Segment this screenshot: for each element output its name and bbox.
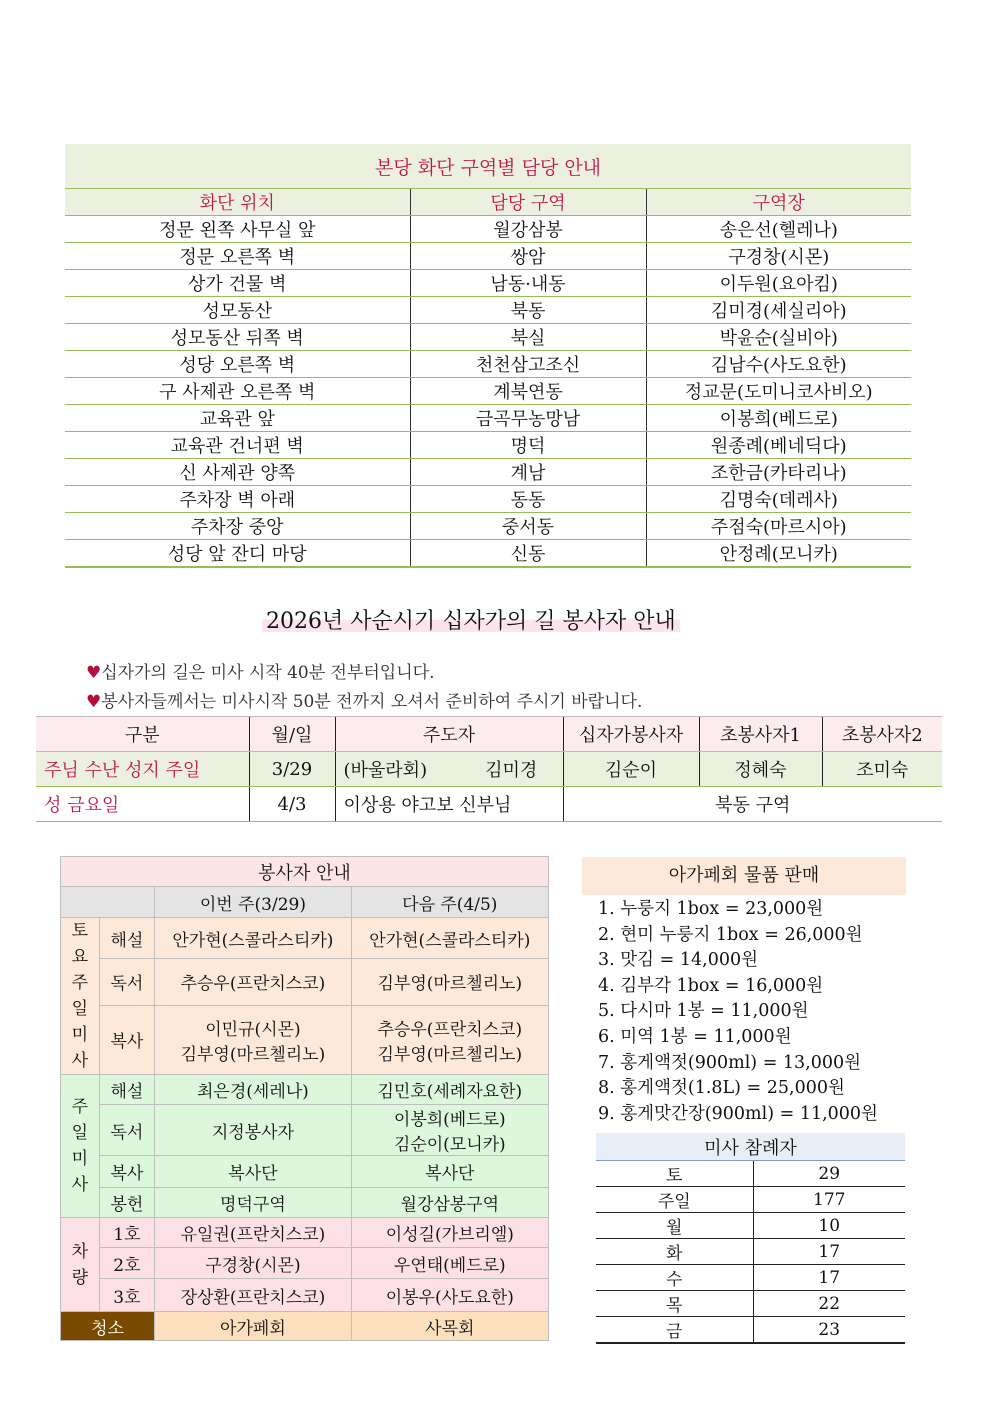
flower-location: 성당 오른쪽 벽 [65,351,410,378]
heart-icon: ♥ [86,663,102,683]
flower-location: 성당 앞 잔디 마당 [65,540,410,568]
stations-header-date: 월/일 [249,717,335,752]
flower-leader: 김미경(세실리아) [646,297,911,324]
flower-zone: 월강삼봉 [410,216,646,243]
mass-attendance-table [596,1133,905,1344]
flower-zone: 남동·내동 [410,270,646,297]
table-row [65,513,911,540]
next-week-value: 이성길(가브리엘) [351,1218,548,1248]
next-week-value: 사목회 [351,1312,548,1341]
table-row [65,297,911,324]
next-week-header: 다음 주(4/5) [351,887,548,918]
palm-sunday-candle2: 조미숙 [822,752,942,787]
role-label: 2호 [99,1248,155,1279]
flower-location: 주차장 중앙 [65,513,410,540]
list-item: 9. 홍게맛간장(900ml) = 11,000원 [598,1103,878,1124]
role-label: 해설 [99,1075,155,1105]
flower-location: 정문 왼쪽 사무실 앞 [65,216,410,243]
list-item: 6. 미역 1봉 = 11,000원 [598,1026,792,1047]
attendance-count: 22 [753,1291,905,1317]
flower-location: 신 사제관 양쪽 [65,459,410,486]
stations-header-candle2: 초봉사자2 [822,717,942,752]
flower-location: 정문 오른쪽 벽 [65,243,410,270]
table-row [596,1291,905,1317]
palm-sunday-leader [335,752,563,787]
flower-leader: 구경창(시몬) [646,243,911,270]
flower-table-title: 본당 화단 구역별 담당 안내 [65,144,911,189]
role-label: 독서 [99,959,155,1006]
flower-zone: 천천삼고조신 [410,351,646,378]
flower-header-leader: 구역장 [646,189,911,216]
flower-zone: 중서동 [410,513,646,540]
role-label: 1호 [99,1218,155,1248]
flower-leader: 박윤순(실비아) [646,324,911,351]
attendance-count: 10 [753,1213,905,1239]
flower-zone: 명덕 [410,432,646,459]
next-week-value: 김민호(세례자요한) [351,1075,548,1105]
stations-note-2 [86,687,642,712]
table-row [65,405,911,432]
flower-leader: 송은선(헬레나) [646,216,911,243]
table-row [65,432,911,459]
flower-duty-table [65,144,911,568]
flower-zone: 계북연동 [410,378,646,405]
palm-sunday-cross: 김순이 [563,752,699,787]
flower-location: 상가 건물 벽 [65,270,410,297]
attendance-day: 화 [596,1239,753,1265]
next-week-value: 추승우(프란치스코) 김부영(마르첼리노) [351,1005,548,1074]
palm-sunday-date: 3/29 [249,752,335,787]
flower-location: 구 사제관 오른쪽 벽 [65,378,410,405]
flower-leader: 김남수(사도요한) [646,351,911,378]
stations-header-leader: 주도자 [335,717,563,752]
next-week-value: 김부영(마르첼리노) [351,959,548,1006]
flower-leader: 주점숙(마르시아) [646,513,911,540]
table-row [596,1187,905,1213]
palm-sunday-candle1: 정혜숙 [699,752,822,787]
stations-header-category: 구분 [36,717,249,752]
table-row [596,1239,905,1265]
table-row [65,486,911,513]
role-label: 해설 [99,918,155,959]
list-item: 5. 다시마 1봉 = 11,000원 [598,1001,809,1022]
flower-zone: 계남 [410,459,646,486]
table-row [65,378,911,405]
flower-leader: 조한금(카타리나) [646,459,911,486]
this-week-value: 구경창(시몬) [155,1248,351,1279]
role-label: 독서 [99,1105,155,1156]
attendance-count: 29 [753,1161,905,1187]
attendance-day: 토 [596,1161,753,1187]
table-row [65,324,911,351]
next-week-value: 이봉희(베드로) 김순이(모니카) [351,1105,548,1156]
flower-zone: 북실 [410,324,646,351]
stations-title: 2026년 사순시기 십자가의 길 봉사자 안내 [262,604,680,632]
flower-zone: 신동 [410,540,646,568]
table-row [596,1317,905,1344]
attendance-count: 177 [753,1187,905,1213]
good-friday-volunteers: 북동 구역 [563,787,942,822]
flower-leader: 정교문(도미니코사비오) [646,378,911,405]
flower-header-location: 화단 위치 [65,189,410,216]
this-week-value: 유일권(프란치스코) [155,1218,351,1248]
stations-note-1 [86,658,434,683]
flower-location: 교육관 앞 [65,405,410,432]
role-label: 복사 [99,1005,155,1074]
list-item: 3. 맛김 = 14,000원 [598,950,758,971]
good-friday-label: 성 금요일 [36,787,249,822]
note-text: 십자가의 길은 미사 시작 40분 전부터입니다. [101,663,435,683]
attendance-day: 주일 [596,1187,753,1213]
table-row [65,270,911,297]
attendance-day: 목 [596,1291,753,1317]
this-week-value: 이민규(시몬) 김부영(마르첼리노) [155,1005,351,1074]
attendance-title: 미사 참례자 [596,1133,905,1161]
flower-zone: 금곡무농망남 [410,405,646,432]
role-label: 3호 [99,1279,155,1312]
attendance-count: 17 [753,1265,905,1291]
attendance-day: 수 [596,1265,753,1291]
leader-name: 김미경 [485,760,538,781]
good-friday-date: 4/3 [249,787,335,822]
note-text: 봉사자들께서는 미사시작 50분 전까지 오셔서 준비하여 주시기 바랍니다. [101,692,643,712]
agape-sales-list [598,897,878,1127]
attendance-count: 17 [753,1239,905,1265]
palm-sunday-label: 주님 수난 성지 주일 [36,752,249,787]
table-row [65,216,911,243]
flower-leader: 김명숙(데레사) [646,486,911,513]
flower-leader: 이봉희(베드로) [646,405,911,432]
table-row [65,459,911,486]
this-week-header: 이번 주(3/29) [155,887,351,918]
list-item: 2. 현미 누룽지 1box = 26,000원 [598,924,863,945]
this-week-value: 지정봉사자 [155,1105,351,1156]
flower-header-zone: 담당 구역 [410,189,646,216]
car-label: 차 량 [61,1218,100,1312]
table-row [65,243,911,270]
list-item: 8. 홍게액젓(1.8L) = 25,000원 [598,1078,845,1099]
table-row [36,787,942,822]
next-week-value: 우연태(베드로) [351,1248,548,1279]
role-label: 복사 [99,1156,155,1188]
flower-location: 성모동산 [65,297,410,324]
flower-leader: 안정례(모니카) [646,540,911,568]
volunteer-table-title: 봉사자 안내 [61,857,549,887]
attendance-day: 금 [596,1317,753,1344]
flower-location: 주차장 벽 아래 [65,486,410,513]
table-row [596,1161,905,1187]
flower-location: 교육관 건너편 벽 [65,432,410,459]
table-row [65,351,911,378]
this-week-value: 명덕구역 [155,1188,351,1218]
good-friday-leader: 이상용 야고보 신부님 [335,787,563,822]
list-item: 1. 누룽지 1box = 23,000원 [598,899,824,919]
attendance-day: 월 [596,1213,753,1239]
blank-header [61,887,155,918]
this-week-value: 장상환(프란치스코) [155,1279,351,1312]
table-row [596,1265,905,1291]
list-item: 4. 김부각 1box = 16,000원 [598,975,824,996]
this-week-value: 안가현(스콜라스티카) [155,918,351,959]
sunday-mass-label: 주 일 미 사 [61,1075,100,1218]
attendance-count: 23 [753,1317,905,1344]
stations-header-candle1: 초봉사자1 [699,717,822,752]
flower-location: 성모동산 뒤쪽 벽 [65,324,410,351]
saturday-mass-label: 토 요 주 일 미 사 [61,918,100,1075]
flower-leader: 원종례(베네딕다) [646,432,911,459]
flower-zone: 동동 [410,486,646,513]
this-week-value: 복사단 [155,1156,351,1188]
volunteer-table [60,856,549,1341]
flower-zone: 쌍암 [410,243,646,270]
table-row [65,540,911,568]
next-week-value: 월강삼봉구역 [351,1188,548,1218]
cleaning-label: 청소 [61,1312,155,1341]
flower-leader: 이두원(요아킴) [646,270,911,297]
flower-zone: 북동 [410,297,646,324]
next-week-value: 복사단 [351,1156,548,1188]
role-label: 봉헌 [99,1188,155,1218]
table-row [36,752,942,787]
heart-icon: ♥ [86,692,102,712]
list-item: 7. 홍게액젓(900ml) = 13,000원 [598,1052,862,1073]
next-week-value: 이봉우(사도요한) [351,1279,548,1312]
this-week-value: 추승우(프란치스코) [155,959,351,1006]
this-week-value: 최은경(세레나) [155,1075,351,1105]
stations-header-cross: 십자가봉사자 [563,717,699,752]
stations-volunteer-table [36,716,942,822]
table-row [596,1213,905,1239]
next-week-value: 안가현(스콜라스티카) [351,918,548,959]
this-week-value: 아가페회 [155,1312,351,1341]
agape-sales-title: 아가페회 물품 판매 [582,857,906,895]
leader-group: (바울라회) [343,760,428,781]
